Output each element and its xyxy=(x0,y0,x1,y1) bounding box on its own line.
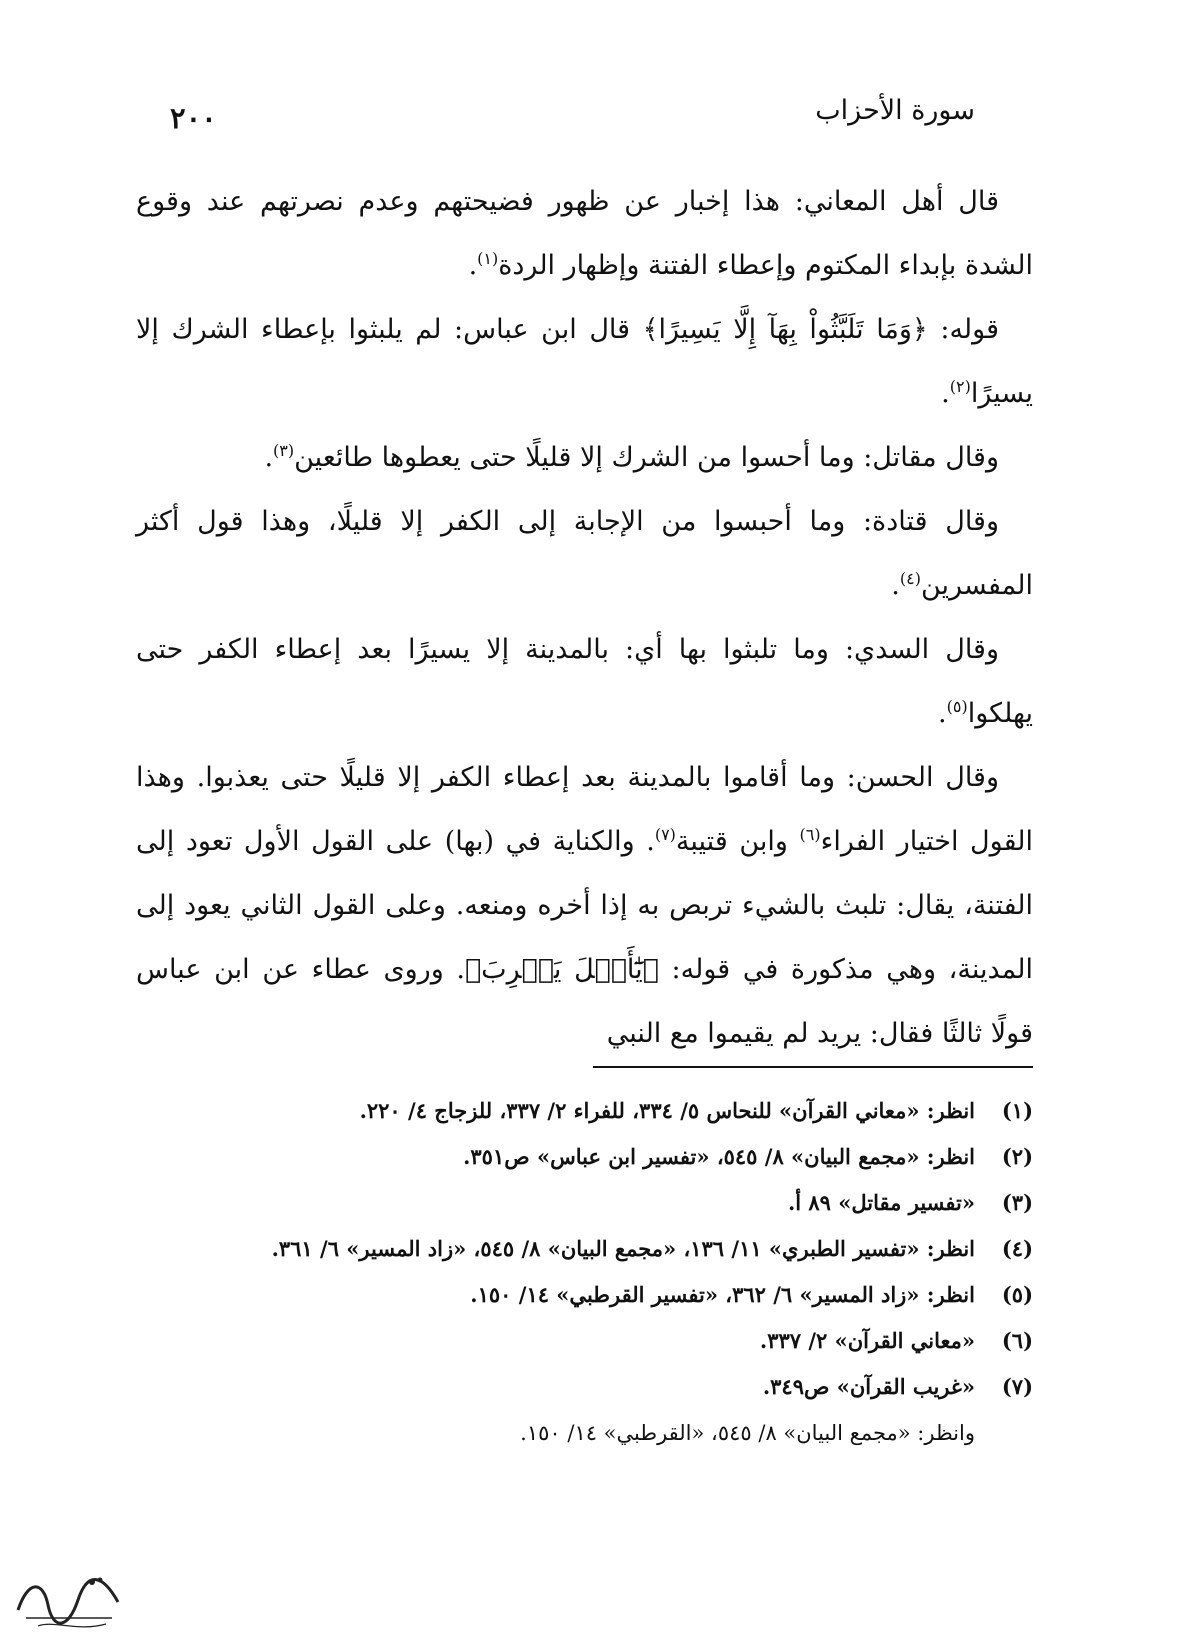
paragraph-text: وقال قتادة: وما أحبسوا من الإجابة إلى الكفر إلا قليلًا، وهذا قول أكثر المفسرين xyxy=(136,506,1033,601)
publisher-stamp-icon xyxy=(8,1560,128,1640)
footnote-text: انظر: «تفسير الطبري» ١١/ ١٣٦، «مجمع البيان» ٨/ ٥٤٥، «زاد المسير» ٦/ ٣٦١. xyxy=(271,1236,975,1261)
paragraph xyxy=(136,746,1033,1066)
running-title: سورة الأحزاب xyxy=(815,95,975,126)
paragraph-text: وابن قتيبة xyxy=(675,826,800,857)
footnote-separator xyxy=(593,1066,1033,1068)
paragraph-tail: . xyxy=(468,250,478,281)
footnote-text: «غريب القرآن» ص٣٤٩. xyxy=(762,1374,975,1399)
paragraph-text: قال ابن عباس: لم يلبثوا بإعطاء الشرك إلا يسيرًا xyxy=(136,314,1033,409)
paragraph xyxy=(136,298,1033,426)
footnote-number: (٦) xyxy=(1001,1328,1033,1353)
footnote xyxy=(136,1134,1033,1180)
paragraph-text: وقال الحسن: وما أقاموا بالمدينة بعد إعطاء الكفر إلا قليلًا حتى يعذبوا. وهذا القول اختيار الفراء xyxy=(136,762,1033,857)
footnote-ref: (١) xyxy=(477,249,499,268)
footnote xyxy=(136,1272,1033,1318)
paragraph xyxy=(136,490,1033,618)
footnote xyxy=(136,1364,1033,1410)
footnote xyxy=(136,1318,1033,1364)
page-header xyxy=(170,95,975,145)
footnote-ref: (٢) xyxy=(949,377,971,396)
paragraph-tail: . xyxy=(264,442,274,473)
footnote-number: (٢) xyxy=(1001,1144,1033,1169)
main-text xyxy=(136,170,1033,1066)
page-number: ٢٠٠ xyxy=(170,101,217,135)
footnote-number: (٣) xyxy=(1001,1190,1033,1215)
paragraph-text: . وروى عطاء عن ابن عباس قولًا ثالثًا فقال: يريد لم يقيموا مع النبي xyxy=(136,954,1033,1049)
paragraph-tail: . xyxy=(938,698,947,729)
footnote-text: «معاني القرآن» ٢/ ٣٣٧. xyxy=(759,1328,975,1353)
footnote-text: انظر: «مجمع البيان» ٨/ ٥٤٥، «تفسير ابن عباس» ص٣٥١. xyxy=(463,1144,975,1169)
quran-quote: ﴿وَمَا تَلَبَّثُواْ بِهَآ إِلَّا يَسِيرًا﴾ xyxy=(642,314,928,345)
footnote-ref: (٣) xyxy=(273,441,295,460)
footnote xyxy=(136,1180,1033,1226)
footnote-number: (٧) xyxy=(1001,1374,1033,1399)
paragraph-text: . والكناية في (بها) على القول الأول تعود إلى الفتنة، يقال: تلبث بالشيء تربص به إذا أخره ومنعه. وعلى القول الثاني يعود إلى المدينة، وهي مذكورة في قوله: xyxy=(136,826,1034,985)
footnote-ref: (٤) xyxy=(899,569,921,588)
footnote-text: «تفسير مقاتل» ٨٩ أ. xyxy=(787,1190,975,1215)
paragraph xyxy=(136,170,1033,298)
paragraph-text: وقال السدي: وما تلبثوا بها أي: بالمدينة إلا يسيرًا بعد إعطاء الكفر حتى يهلكوا xyxy=(136,634,1033,729)
footnote-ref: (٥) xyxy=(946,697,968,716)
quran-quote: ﴿يَٰٓأَهۡلَ يَثۡرِبَ﴾ xyxy=(464,954,659,985)
paragraph xyxy=(136,618,1033,746)
footnote-number: (٤) xyxy=(1001,1236,1033,1261)
footnote-extra: وانظر: «مجمع البيان» ٨/ ٥٤٥، «القرطبي» ١٤/ ١٥٠. xyxy=(520,1421,975,1445)
footnotes xyxy=(136,1088,1033,1456)
paragraph-lead: قوله: xyxy=(927,314,999,345)
paragraph-text: وقال مقاتل: وما أحسوا من الشرك إلا قليلًا حتى يعطوها طائعين xyxy=(294,442,999,473)
footnote-ref: (٧) xyxy=(654,825,676,844)
footnote-number: (٥) xyxy=(1001,1282,1033,1307)
paragraph xyxy=(136,426,1033,490)
footnote-text: انظر: «زاد المسير» ٦/ ٣٦٢، «تفسير القرطبي» ١٤/ ١٥٠. xyxy=(470,1282,975,1307)
paragraph-text: قال أهل المعاني: هذا إخبار عن ظهور فضيحتهم وعدم نصرتهم عند وقوع الشدة بإبداء المكتوم وإعطاء الفتنة وإظهار الردة xyxy=(136,186,1033,281)
footnote xyxy=(136,1226,1033,1272)
footnote xyxy=(136,1088,1033,1134)
paragraph-tail: . xyxy=(941,378,950,409)
footnote-text: انظر: «معاني القرآن» للنحاس ٥/ ٣٣٤، للفراء ٢/ ٣٣٧، للزجاج ٤/ ٢٢٠. xyxy=(359,1098,975,1123)
paragraph-tail: . xyxy=(891,570,900,601)
footnote-ref: (٦) xyxy=(799,825,821,844)
footnote-number: (١) xyxy=(1001,1098,1033,1123)
